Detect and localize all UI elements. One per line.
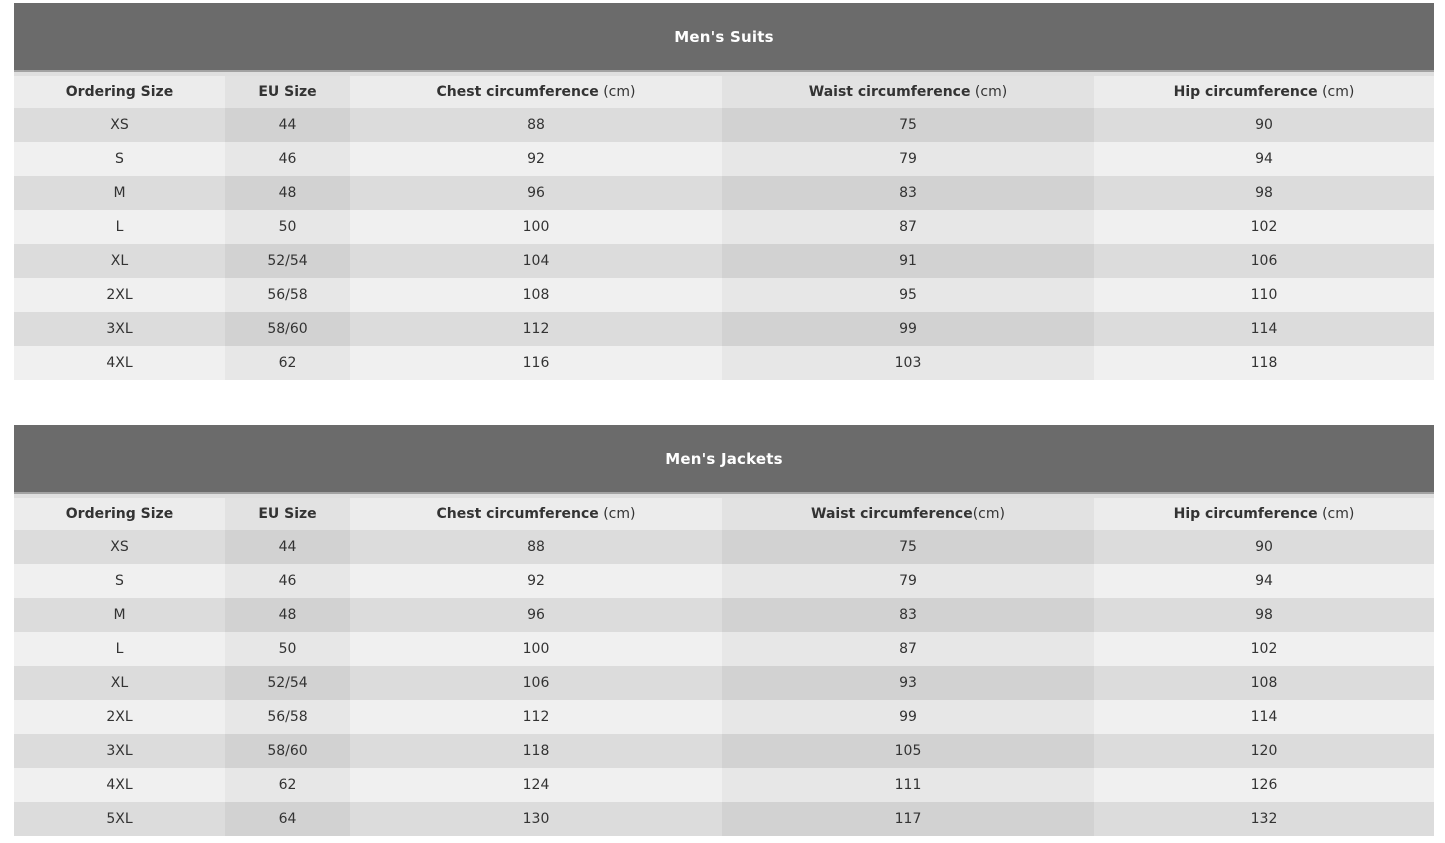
table-title: Men's Jackets — [14, 425, 1434, 494]
table-cell: 5XL — [14, 802, 225, 836]
table-row — [14, 564, 1434, 598]
table-cell: 112 — [350, 700, 722, 734]
table-cell: 93 — [722, 666, 1094, 700]
column-header-label: Hip circumference — [1173, 84, 1318, 100]
table-row — [14, 142, 1434, 176]
table-cell: 79 — [722, 142, 1094, 176]
size-table — [14, 498, 1434, 836]
table-cell: 48 — [225, 176, 350, 210]
table-cell: 50 — [225, 210, 350, 244]
size-table-mens-jackets — [14, 425, 1434, 836]
table-cell: 92 — [350, 564, 722, 598]
table-cell: 90 — [1094, 530, 1434, 564]
table-cell: 2XL — [14, 278, 225, 312]
table-cell: 102 — [1094, 632, 1434, 666]
table-cell: 48 — [225, 598, 350, 632]
column-header-label: EU Size — [258, 84, 317, 100]
table-body — [14, 108, 1434, 380]
table-row — [14, 700, 1434, 734]
table-cell: 75 — [722, 108, 1094, 142]
column-header — [14, 498, 225, 530]
size-table-mens-suits — [14, 3, 1434, 380]
table-cell: 91 — [722, 244, 1094, 278]
table-cell: 92 — [350, 142, 722, 176]
table-cell: 88 — [350, 108, 722, 142]
table-cell: 83 — [722, 176, 1094, 210]
table-cell: 3XL — [14, 734, 225, 768]
table-cell: 88 — [350, 530, 722, 564]
table-cell: 103 — [722, 346, 1094, 380]
table-cell: 4XL — [14, 346, 225, 380]
table-cell: 102 — [1094, 210, 1434, 244]
table-row — [14, 312, 1434, 346]
table-cell: 99 — [722, 700, 1094, 734]
table-row — [14, 666, 1434, 700]
table-cell: 83 — [722, 598, 1094, 632]
table-cell: 62 — [225, 346, 350, 380]
table-cell: 50 — [225, 632, 350, 666]
table-cell: 90 — [1094, 108, 1434, 142]
table-cell: 46 — [225, 564, 350, 598]
table-cell: 118 — [350, 734, 722, 768]
table-cell: 112 — [350, 312, 722, 346]
table-cell: 56/58 — [225, 700, 350, 734]
table-cell: 87 — [722, 210, 1094, 244]
table-cell: 4XL — [14, 768, 225, 802]
table-cell: 100 — [350, 632, 722, 666]
table-cell: 62 — [225, 768, 350, 802]
column-header — [1094, 76, 1434, 108]
table-cell: 114 — [1094, 312, 1434, 346]
column-header-label: Waist circumference — [808, 84, 971, 100]
table-cell: 52/54 — [225, 666, 350, 700]
table-cell: 44 — [225, 530, 350, 564]
table-cell: 2XL — [14, 700, 225, 734]
table-cell: XL — [14, 244, 225, 278]
table-cell: 56/58 — [225, 278, 350, 312]
table-cell: L — [14, 210, 225, 244]
column-header — [722, 498, 1094, 530]
table-row — [14, 768, 1434, 802]
table-cell: 99 — [722, 312, 1094, 346]
table-cell: 100 — [350, 210, 722, 244]
table-cell: 3XL — [14, 312, 225, 346]
header-row — [14, 76, 1434, 108]
column-header-unit: (cm) — [970, 84, 1008, 100]
table-cell: 44 — [225, 108, 350, 142]
table-cell: M — [14, 598, 225, 632]
table-cell: 106 — [350, 666, 722, 700]
table-cell: 104 — [350, 244, 722, 278]
table-cell: M — [14, 176, 225, 210]
column-header — [350, 76, 722, 108]
table-cell: 52/54 — [225, 244, 350, 278]
table-cell: 105 — [722, 734, 1094, 768]
table-row — [14, 802, 1434, 836]
table-row — [14, 734, 1434, 768]
table-cell: L — [14, 632, 225, 666]
table-cell: 126 — [1094, 768, 1434, 802]
table-row — [14, 278, 1434, 312]
column-header-label: Chest circumference — [436, 506, 599, 522]
column-header — [350, 498, 722, 530]
table-cell: 94 — [1094, 142, 1434, 176]
table-row — [14, 530, 1434, 564]
column-header-label: Chest circumference — [436, 84, 599, 100]
column-header — [722, 76, 1094, 108]
table-row — [14, 598, 1434, 632]
size-table — [14, 76, 1434, 380]
column-header — [225, 498, 350, 530]
table-cell: 75 — [722, 530, 1094, 564]
table-cell: 118 — [1094, 346, 1434, 380]
table-cell: 116 — [350, 346, 722, 380]
column-header — [14, 76, 225, 108]
column-header-label: Ordering Size — [65, 506, 174, 522]
table-cell: 108 — [1094, 666, 1434, 700]
table-cell: 58/60 — [225, 734, 350, 768]
column-header-label: Ordering Size — [65, 84, 174, 100]
table-cell: 98 — [1094, 598, 1434, 632]
table-cell: 98 — [1094, 176, 1434, 210]
table-cell: 96 — [350, 176, 722, 210]
column-header-unit: (cm) — [1317, 84, 1355, 100]
column-header — [1094, 498, 1434, 530]
table-cell: XS — [14, 530, 225, 564]
table-cell: 95 — [722, 278, 1094, 312]
table-cell: 130 — [350, 802, 722, 836]
table-cell: XL — [14, 666, 225, 700]
table-cell: XS — [14, 108, 225, 142]
table-cell: S — [14, 564, 225, 598]
table-cell: 46 — [225, 142, 350, 176]
table-cell: 132 — [1094, 802, 1434, 836]
table-header — [14, 76, 1434, 108]
column-header-unit: (cm) — [598, 506, 636, 522]
table-cell: 106 — [1094, 244, 1434, 278]
column-header-unit: (cm) — [598, 84, 636, 100]
table-cell: 120 — [1094, 734, 1434, 768]
table-cell: 79 — [722, 564, 1094, 598]
table-row — [14, 210, 1434, 244]
table-row — [14, 632, 1434, 666]
table-cell: 87 — [722, 632, 1094, 666]
column-header-unit: (cm) — [972, 506, 1005, 522]
table-cell: 124 — [350, 768, 722, 802]
table-cell: 96 — [350, 598, 722, 632]
column-header-label: Waist circumference — [811, 506, 973, 522]
table-row — [14, 244, 1434, 278]
table-row — [14, 176, 1434, 210]
table-row — [14, 346, 1434, 380]
table-cell: 110 — [1094, 278, 1434, 312]
table-cell: 58/60 — [225, 312, 350, 346]
header-row — [14, 498, 1434, 530]
table-body — [14, 530, 1434, 836]
table-cell: 64 — [225, 802, 350, 836]
column-header-label: Hip circumference — [1173, 506, 1318, 522]
table-cell: 94 — [1094, 564, 1434, 598]
table-row — [14, 108, 1434, 142]
table-cell: 117 — [722, 802, 1094, 836]
table-cell: S — [14, 142, 225, 176]
table-header — [14, 498, 1434, 530]
table-title: Men's Suits — [14, 3, 1434, 72]
table-cell: 114 — [1094, 700, 1434, 734]
column-header-unit: (cm) — [1317, 506, 1355, 522]
column-header — [225, 76, 350, 108]
table-cell: 111 — [722, 768, 1094, 802]
table-cell: 108 — [350, 278, 722, 312]
column-header-label: EU Size — [258, 506, 317, 522]
